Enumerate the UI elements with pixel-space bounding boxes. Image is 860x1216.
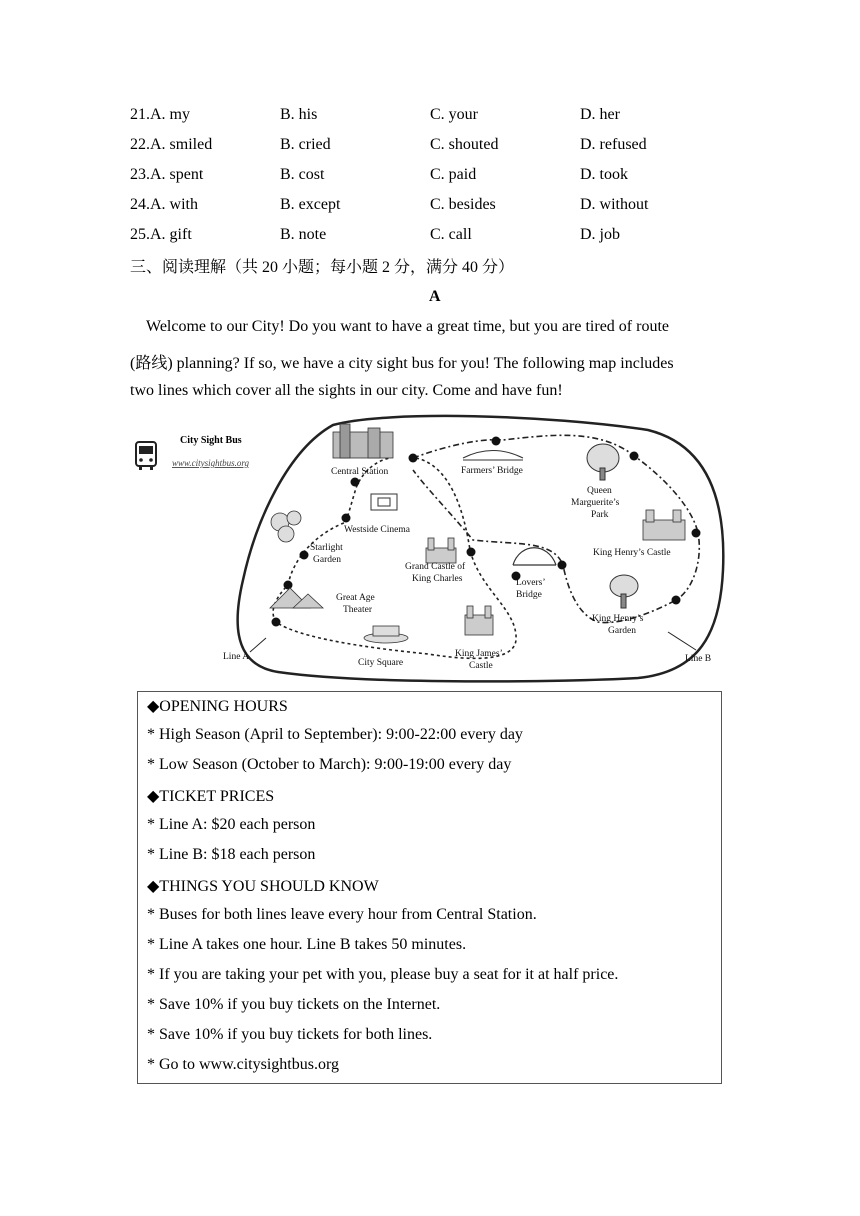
- info-heading-things-to-know: ◆THINGS YOU SHOULD KNOW: [147, 878, 379, 895]
- option-a: 25.A. gift: [130, 226, 192, 243]
- label-lovers-bridge: Lovers’: [516, 578, 546, 588]
- info-line: * Line B: $18 each person: [147, 846, 316, 863]
- option-b: B. cost: [280, 166, 325, 183]
- svg-text:Bridge: Bridge: [516, 590, 542, 600]
- option-c: C. your: [430, 106, 478, 123]
- stop-westside: [342, 514, 351, 523]
- info-line: * Go to www.citysightbus.org: [147, 1056, 339, 1073]
- svg-text:Garden: Garden: [608, 626, 636, 636]
- info-line: * Low Season (October to March): 9:00-19:00 every day: [147, 756, 512, 773]
- option-d: D. her: [580, 106, 620, 123]
- label-city-square: City Square: [358, 658, 404, 668]
- info-line: * Buses for both lines leave every hour from Central Station.: [147, 906, 537, 923]
- option-c: C. paid: [430, 166, 477, 183]
- farmers-bridge-icon: [463, 451, 523, 461]
- stop-henry-castle: [692, 529, 701, 538]
- line-b-pointer: [668, 632, 696, 650]
- option-c: C. call: [430, 226, 472, 243]
- starlight-tree-icon: [271, 511, 301, 542]
- label-james-castle: King James’: [455, 649, 503, 659]
- james-castle-icon: [465, 606, 493, 635]
- svg-text:King Charles: King Charles: [412, 574, 463, 584]
- grand-castle-icon: [426, 538, 456, 563]
- stop-henry-garden: [672, 596, 681, 605]
- option-c: C. shouted: [430, 136, 499, 153]
- info-heading-opening-hours: ◆OPENING HOURS: [147, 698, 288, 715]
- info-box: [137, 691, 722, 1084]
- city-square-icon: [364, 626, 408, 643]
- passage-letter: A: [429, 288, 441, 305]
- cinema-icon: [371, 494, 397, 510]
- svg-text:Castle: Castle: [469, 661, 493, 671]
- stop-theater: [272, 618, 281, 627]
- svg-text:Park: Park: [591, 510, 609, 520]
- option-d: D. job: [580, 226, 620, 243]
- svg-text:Theater: Theater: [343, 605, 373, 615]
- info-heading-ticket-prices: ◆TICKET PRICES: [147, 788, 275, 805]
- stop-starlight: [300, 551, 309, 560]
- label-great-age-theater: Great Age: [336, 593, 375, 603]
- svg-text:Garden: Garden: [313, 555, 341, 565]
- intro-line: Welcome to our City! Do you want to have a great time, but you are tired of route: [146, 318, 669, 335]
- label-henry-garden: King Henry’s: [592, 614, 644, 624]
- henry-garden-tree-icon: [610, 575, 638, 608]
- bus-icon: [136, 442, 156, 470]
- henry-castle-icon: [643, 510, 685, 540]
- info-line: * Line A: $20 each person: [147, 816, 316, 833]
- label-line-a: Line A: [223, 652, 250, 662]
- stop-lovers-bridge: [558, 561, 567, 570]
- stop-queen-park: [630, 452, 639, 461]
- label-westside-cinema: Westside Cinema: [344, 525, 410, 535]
- option-b: B. note: [280, 226, 327, 243]
- stop-central-station: [409, 454, 418, 463]
- label-grand-castle: Grand Castle of: [405, 562, 466, 572]
- option-b: B. his: [280, 106, 318, 123]
- stop-farmers-bridge: [492, 437, 501, 446]
- central-station-icon: [333, 424, 393, 458]
- option-b: B. cried: [280, 136, 331, 153]
- info-line: * High Season (April to September): 9:00-22:00 every day: [147, 726, 523, 743]
- label-line-b: Line B: [685, 654, 712, 664]
- intro-line: (路线) planning? If so, we have a city sight bus for you! The following map includes: [130, 355, 674, 372]
- label-queen-park: Queen: [587, 486, 612, 496]
- label-starlight-garden: Starlight: [310, 543, 343, 553]
- option-a: 21.A. my: [130, 106, 190, 123]
- stop-cinema: [351, 478, 360, 487]
- line-a-pointer: [250, 638, 266, 652]
- option-d: D. without: [580, 196, 649, 213]
- option-b: B. except: [280, 196, 341, 213]
- option-d: D. refused: [580, 136, 647, 153]
- info-line: * If you are taking your pet with you, please buy a seat for it at half price.: [147, 966, 619, 983]
- map-brand-title: City Sight Bus: [180, 435, 242, 446]
- option-a: 24.A. with: [130, 196, 198, 213]
- option-c: C. besides: [430, 196, 496, 213]
- label-henry-castle: King Henry’s Castle: [593, 548, 671, 558]
- label-farmers-bridge: Farmers’ Bridge: [461, 466, 523, 476]
- city-sight-bus-map: [128, 410, 728, 685]
- intro-line: two lines which cover all the sights in our city. Come and have fun!: [130, 382, 563, 399]
- section-heading: 三、阅读理解（共 20 小题；每小题 2 分，满分 40 分）: [130, 259, 515, 276]
- stop-grand-castle: [467, 548, 476, 557]
- queen-park-tree-icon: [587, 444, 619, 480]
- option-a: 23.A. spent: [130, 166, 204, 183]
- stop-great-age: [284, 581, 293, 590]
- svg-text:Marguerite’s: Marguerite’s: [571, 498, 620, 508]
- info-line: * Line A takes one hour. Line B takes 50 minutes.: [147, 936, 467, 953]
- info-line: * Save 10% if you buy tickets on the Internet.: [147, 996, 441, 1013]
- map-brand-url: www.citysightbus.org: [172, 458, 250, 468]
- option-a: 22.A. smiled: [130, 136, 213, 153]
- info-line: * Save 10% if you buy tickets for both lines.: [147, 1026, 433, 1043]
- label-central-station: Central Station: [331, 467, 389, 477]
- option-d: D. took: [580, 166, 628, 183]
